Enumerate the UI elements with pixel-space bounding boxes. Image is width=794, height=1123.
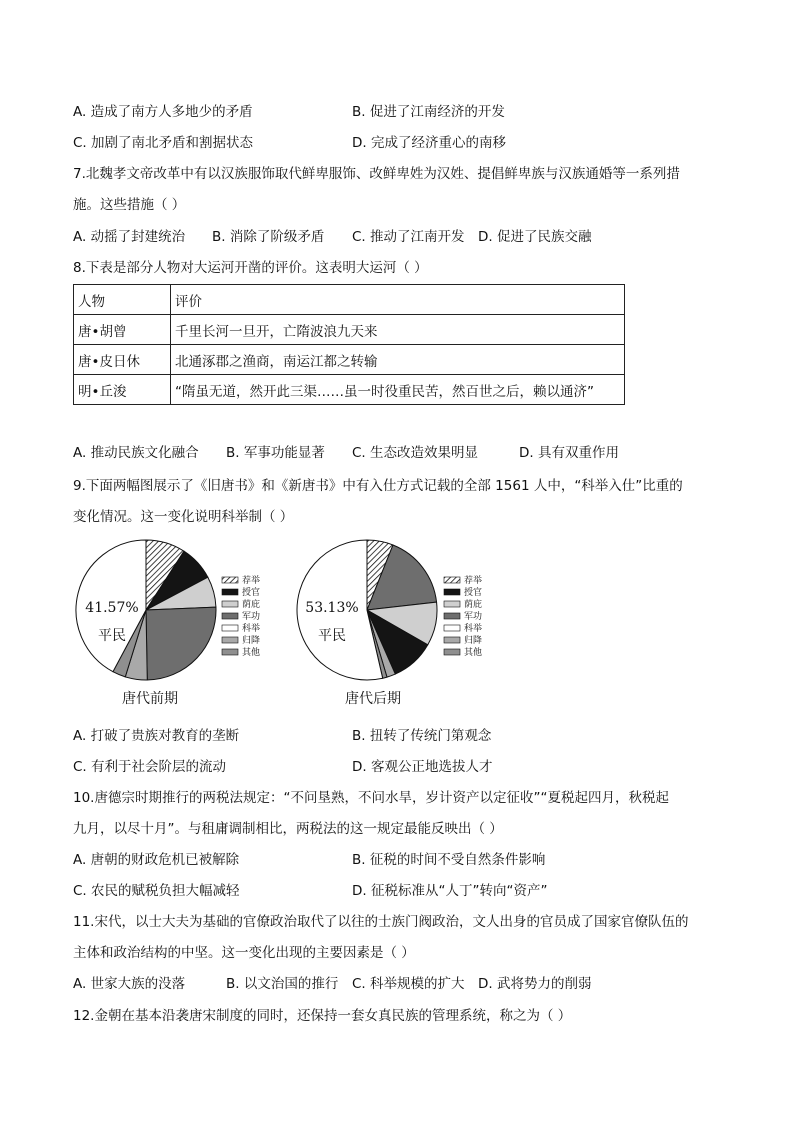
q10-option-d: D. 征税标准从“人丁”转向“资产” xyxy=(352,883,548,899)
q8-option-b: B. 军事功能显著 xyxy=(226,445,325,461)
legend-swatch xyxy=(222,577,238,583)
q7-stem-line1: 7.北魏孝文帝改革中有以汉族服饰取代鲜卑服饰、改鲜卑姓为汉姓、提倡鲜卑族与汉族通婚等一系列措 xyxy=(73,166,680,182)
q8-option-d: D. 具有双重作用 xyxy=(519,445,619,461)
q11-stem-line2: 主体和政治结构的中坚。这一变化出现的主要因素是（ ） xyxy=(73,945,415,961)
table-header-row xyxy=(74,285,625,315)
legend-swatch xyxy=(444,577,460,583)
legend-label: 军功 xyxy=(464,612,483,622)
q9-option-b: B. 扭转了传统门第观念 xyxy=(352,728,492,744)
q6-option-a: A. 造成了南方人多地少的矛盾 xyxy=(73,104,253,120)
legend-swatch xyxy=(222,613,238,619)
q10-stem-line1: 10.唐德宗时期推行的两税法规定：“不问垦熟，不问水旱，岁计资产以定征收”“夏税起四月，秋税起 xyxy=(73,790,669,806)
table-cell: 唐•皮日休 xyxy=(74,345,171,375)
legend-label: 荫庇 xyxy=(464,600,483,610)
q11-option-d: D. 武将势力的削弱 xyxy=(478,976,592,992)
legend-swatch xyxy=(444,613,460,619)
legend-label: 荐举 xyxy=(242,576,261,586)
q7-option-b: B. 消除了阶级矛盾 xyxy=(212,229,325,245)
q6-option-c: C. 加剧了南北矛盾和割据状态 xyxy=(73,135,254,151)
q11-option-c: C. 科举规模的扩大 xyxy=(352,976,465,992)
legend-swatch xyxy=(222,625,238,631)
q8-stem: 8.下表是部分人物对大运河开凿的评价。这表明大运河（ ） xyxy=(73,260,428,276)
pie-category-label: 平民 xyxy=(98,628,126,644)
q9-stem-line1: 9.下面两幅图展示了《旧唐书》和《新唐书》中有入仕方式记载的全部 1561 人中，“科举入仕”比重的 xyxy=(73,478,683,494)
pie-percent-label: 41.57% xyxy=(85,600,139,616)
q7-option-a: A. 动摇了封建统治 xyxy=(73,229,186,245)
legend-label: 荐举 xyxy=(464,576,483,586)
q8-option-c: C. 生态改造效果明显 xyxy=(352,445,479,461)
q10-option-c: C. 农民的赋税负担大幅减轻 xyxy=(73,883,240,899)
q9-option-a: A. 打破了贵族对教育的垄断 xyxy=(73,728,240,744)
q9-pie-charts xyxy=(0,535,794,715)
q10-option-a: A. 唐朝的财政危机已被解除 xyxy=(73,852,240,868)
legend-swatch xyxy=(222,589,238,595)
q10-option-b: B. 征税的时间不受自然条件影响 xyxy=(352,852,546,868)
legend-swatch xyxy=(444,589,460,595)
chart-title: 唐代后期 xyxy=(345,691,401,707)
q6-option-d: D. 完成了经济重心的南移 xyxy=(352,135,506,151)
table-cell: 明•丘浚 xyxy=(74,375,171,405)
table-cell: 唐•胡曾 xyxy=(74,315,171,345)
legend-swatch xyxy=(222,601,238,607)
q9-option-c: C. 有利于社会阶层的流动 xyxy=(73,759,227,775)
q11-stem-line1: 11.宋代，以士大夫为基础的官僚政治取代了以往的士族门阀政治，文人出身的官员成了国家官僚队伍的 xyxy=(73,914,689,930)
legend-swatch xyxy=(222,637,238,643)
table-row xyxy=(74,345,625,375)
legend-swatch xyxy=(444,625,460,631)
legend-swatch xyxy=(222,649,238,655)
legend-label: 科举 xyxy=(464,624,483,634)
legend-label: 授官 xyxy=(464,588,483,598)
legend-label: 荫庇 xyxy=(242,600,261,610)
legend-label: 其他 xyxy=(464,648,483,658)
q8-option-a: A. 推动民族文化融合 xyxy=(73,445,199,461)
q8-evaluation-table xyxy=(73,284,625,405)
q9-stem-line2: 变化情况。这一变化说明科举制（ ） xyxy=(73,509,294,525)
table-header-cell: 评价 xyxy=(171,285,625,315)
legend-label: 归降 xyxy=(464,636,483,646)
q6-option-b: B. 促进了江南经济的开发 xyxy=(352,104,505,120)
legend-label: 军功 xyxy=(242,612,261,622)
q7-option-c: C. 推动了江南开发 xyxy=(352,229,465,245)
q7-stem-line2: 施。这些措施（ ） xyxy=(73,197,186,213)
legend-label: 归降 xyxy=(242,636,261,646)
q11-option-a: A. 世家大族的没落 xyxy=(73,976,186,992)
chart-title: 唐代前期 xyxy=(122,691,178,707)
legend-swatch xyxy=(444,649,460,655)
pie-category-label: 平民 xyxy=(318,628,346,644)
pie-slice-军功 xyxy=(146,607,216,680)
table-row xyxy=(74,315,625,345)
q12-stem: 12.金朝在基本沿袭唐宋制度的同时，还保持一套女真民族的管理系统，称之为（ ） xyxy=(73,1008,572,1024)
legend-label: 科举 xyxy=(242,624,261,634)
q7-option-d: D. 促进了民族交融 xyxy=(478,229,592,245)
legend-label: 授官 xyxy=(242,588,261,598)
table-cell: 千里长河一旦开，亡隋波浪九天来 xyxy=(171,315,625,345)
table-cell: “隋虽无道，然开此三渠……虽一时役重民苦，然百世之后，赖以通济” xyxy=(171,375,625,405)
q10-stem-line2: 九月，以尽十月”。与租庸调制相比，两税法的这一规定最能反映出（ ） xyxy=(73,821,503,837)
legend-swatch xyxy=(444,637,460,643)
q9-option-d: D. 客观公正地选拔人才 xyxy=(352,759,493,775)
table-header-cell: 人物 xyxy=(74,285,171,315)
q11-option-b: B. 以文治国的推行 xyxy=(226,976,339,992)
table-row xyxy=(74,375,625,405)
legend-swatch xyxy=(444,601,460,607)
pie-percent-label: 53.13% xyxy=(305,600,359,616)
table-cell: 北通涿郡之渔商，南运江都之转输 xyxy=(171,345,625,375)
legend-label: 其他 xyxy=(242,648,261,658)
